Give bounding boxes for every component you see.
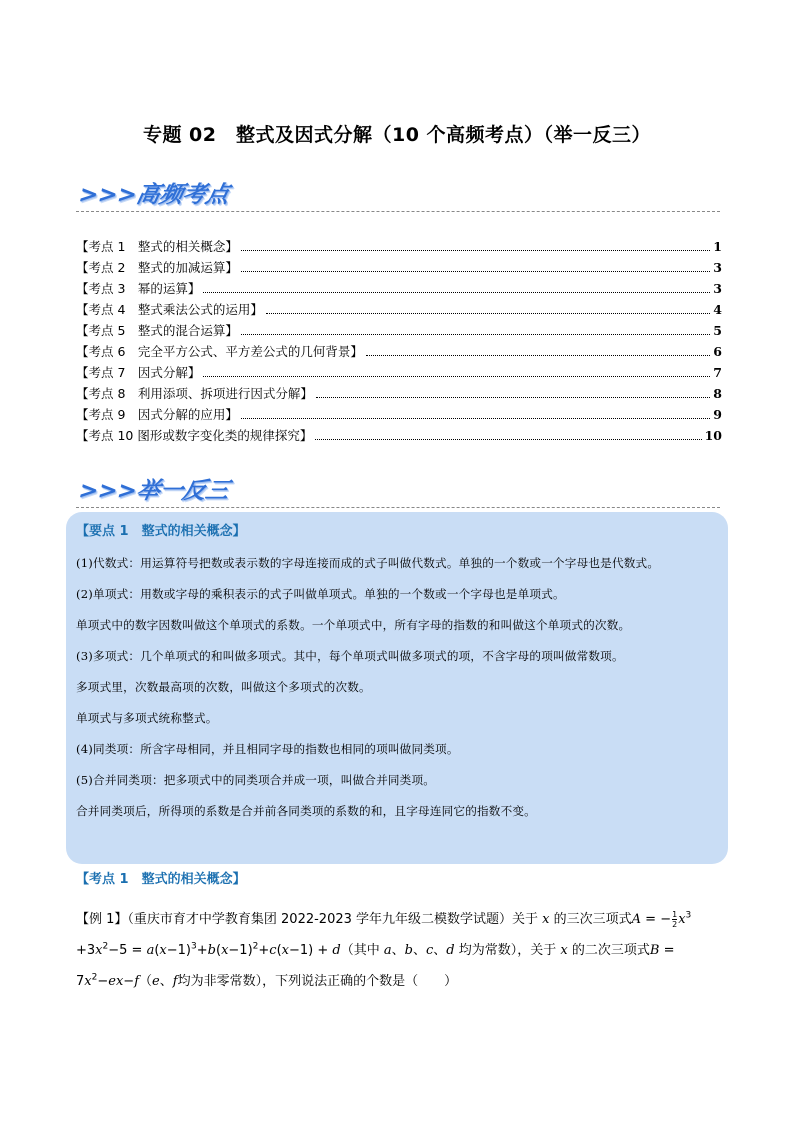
keypoint-line: (5)合并同类项：把多项式中的同类项合并成一项，叫做合并同类项。 [76,773,436,787]
toc-page-number: 6 [713,344,722,359]
example-text: 的二次三项式 [567,943,650,958]
toc-entry-label: 【考点 5 整式的混合运算】 [76,323,238,338]
toc-page-number: 9 [713,407,722,422]
toc-entry-label: 【考点 7 因式分解】 [76,365,201,380]
toc-entry[interactable] [76,300,722,321]
toc-entry-label: 【考点 8 利用添项、拆项进行因式分解】 [76,386,313,401]
keypoint-line: 单项式与多项式统称整式。 [76,711,218,725]
keypoint-line: 单项式中的数字因数叫做这个单项式的系数。一个单项式中，所有字母的指数的和叫做这个单项式的次数。 [76,618,631,632]
keypoint-line: 多项式里，次数最高项的次数，叫做这个多项式的次数。 [76,680,371,694]
toc-entry[interactable] [76,342,722,363]
toc-entry-label: 【考点 4 整式乘法公式的运用】 [76,302,263,317]
toc-entry[interactable] [76,237,722,258]
keypoint-line: (4)同类项：所含字母相同，并且相同字母的指数也相同的项叫做同类项。 [76,742,459,756]
toc-leader-dots [241,418,710,419]
toc-page-number: 7 [713,365,722,380]
toc-leader-dots [241,334,710,335]
toc-entry[interactable] [76,384,722,405]
toc-leader-dots [241,250,710,251]
toc-leader-dots [366,355,710,356]
toc-page-number: 4 [713,302,722,317]
toc-entry[interactable] [76,258,722,279]
kaodian-heading: 【考点 1 整式的相关概念】 [76,872,246,887]
keypoint-line: 合并同类项后，所得项的系数是合并前各同类项的系数的和，且字母连同它的指数不变。 [76,804,536,818]
section-banner-examples [76,468,720,508]
example-text: 【例 1】（重庆市育才中学教育集团 2022-2023 学年九年级二模数学试题）关于 [76,912,543,927]
toc-entry-label: 【考点 2 整式的加减运算】 [76,260,238,275]
example-1: 【例 1】（重庆市育才中学教育集团 2022-2023 学年九年级二模数学试题）关于 x 的三次三项式A = − $\frac{1}{2}$ $x^3 +3x^2-5 = a(x-1)^3+b(x-1)^2+c(x-1) + d$（其中 a、b、c、d 均为常数），关于 x 的二次三项式$B = 7x^2-ex-f(e$、f均为非零常数），下列说法正确的个数是（ ） [76,910,692,989]
banner-label: >>>高频考点 [76,182,232,208]
toc-entry[interactable] [76,405,722,426]
keypoint-line: (3)多项式：几个单项式的和叫做多项式。其中，每个单项式叫做多项式的项，不含字母的项叫做常数项。 [76,649,624,663]
toc-page-number: 1 [713,239,722,254]
toc-entry-label: 【考点 9 因式分解的应用】 [76,407,238,422]
example-text: 均为非零常数），下列说法正确的个数是（ ） [177,974,458,989]
page-title: 专题 02 整式及因式分解（10 个高频考点）（举一反三） [142,124,652,146]
toc-entry[interactable] [76,363,722,384]
toc-leader-dots [241,271,710,272]
keypoint-heading: 【要点 1 整式的相关概念】 [76,524,246,539]
toc-leader-dots [203,376,710,377]
keypoint-line: (1)代数式：用运算符号把数或表示数的字母连接而成的式子叫做代数式。单独的一个数或一个字母也是代数式。 [76,556,660,570]
toc-page-number: 10 [704,428,722,443]
toc-page-number: 3 [713,260,722,275]
toc-entry-label: 【考点 3 幂的运算】 [76,281,201,296]
toc-entry-label: 【考点 10 图形或数字变化类的规律探究】 [76,428,313,443]
fraction: $\frac{1}{2}$ [672,910,678,929]
section-banner-high-frequency [76,172,720,212]
example-text: （其中 [340,943,384,958]
dashed-divider [76,211,720,212]
toc-leader-dots [315,439,701,440]
toc-leader-dots [316,397,710,398]
example-text: 均为常数），关于 [454,943,561,958]
banner-label: >>>举一反三 [76,478,232,504]
keypoint-line: (2)单项式：用数或字母的乘积表示的式子叫做单项式。单独的一个数或一个字母也是单项式。 [76,587,565,601]
dashed-divider [76,507,720,508]
toc-entry[interactable] [76,279,722,300]
toc-entry[interactable] [76,321,722,342]
toc-page-number: 3 [713,281,722,296]
keypoint-box [66,512,728,864]
example-text: 的三次三项式 [549,912,632,927]
toc-entry-label: 【考点 6 完全平方公式、平方差公式的几何背景】 [76,344,363,359]
toc-page-number: 5 [713,323,722,338]
toc-page-number: 8 [713,386,722,401]
table-of-contents [76,237,722,447]
toc-leader-dots [266,313,710,314]
toc-entry-label: 【考点 1 整式的相关概念】 [76,239,238,254]
toc-entry[interactable] [76,426,722,447]
toc-leader-dots [203,292,710,293]
